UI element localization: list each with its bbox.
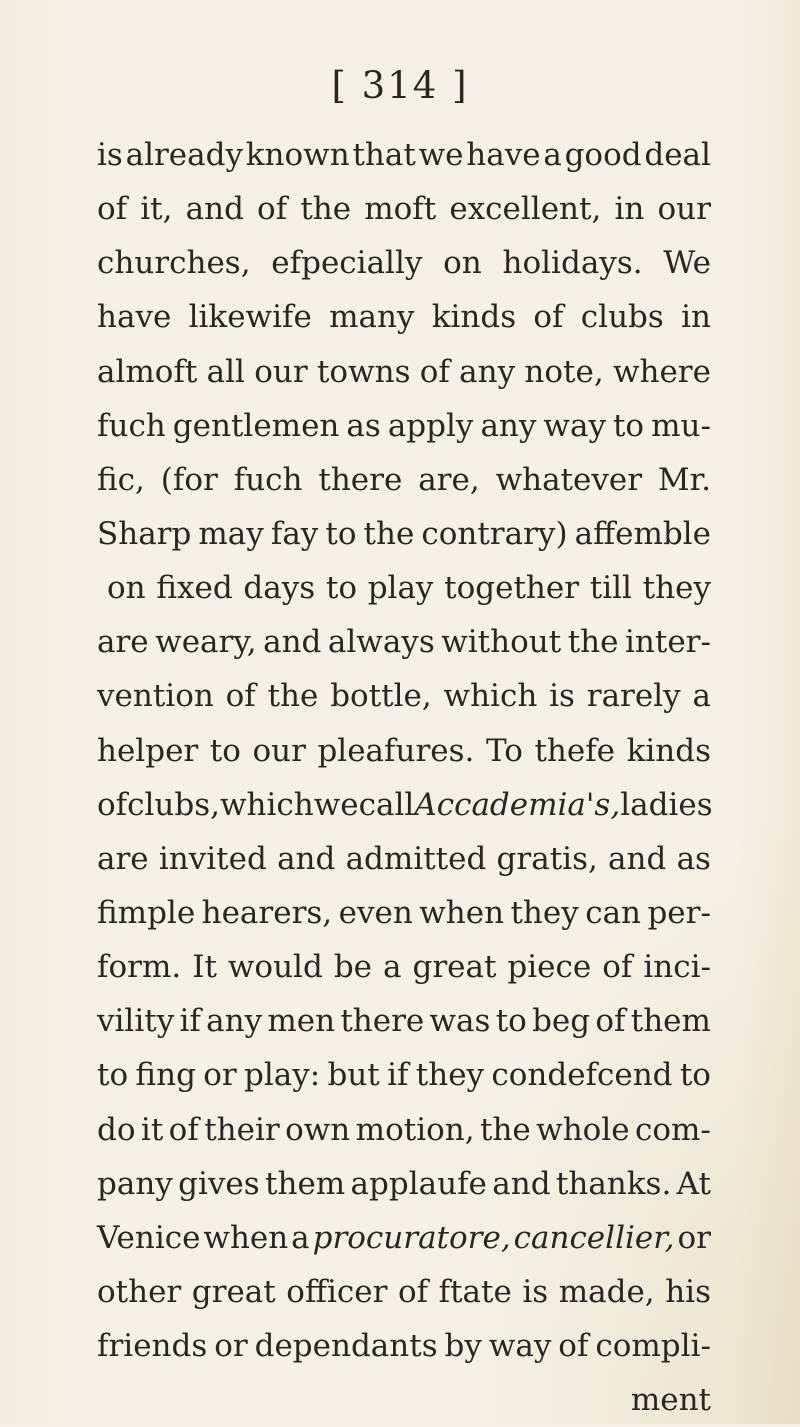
text-line <box>97 236 711 290</box>
text-line <box>97 128 711 182</box>
italic-word: Accademia's, <box>414 786 621 823</box>
word: affemble <box>574 515 711 552</box>
text-line <box>97 182 711 236</box>
text-line <box>97 1211 711 1265</box>
word: by <box>444 1328 482 1365</box>
word: vility <box>97 1003 175 1040</box>
word: in <box>614 191 645 228</box>
word: as <box>676 840 711 877</box>
word: a <box>383 949 402 986</box>
word: to <box>679 1057 711 1094</box>
word: kinds <box>431 299 517 336</box>
word: vention <box>97 678 214 715</box>
word: beg <box>532 1003 591 1040</box>
word: a <box>291 1219 310 1256</box>
word: To <box>485 732 523 769</box>
word: there <box>340 1003 425 1040</box>
word: or <box>677 1219 711 1256</box>
word: inter- <box>624 624 711 661</box>
word: when <box>419 894 505 931</box>
word: motion, <box>355 1111 475 1148</box>
word: on <box>107 570 146 607</box>
italic-word: procuratore, <box>312 1219 511 1256</box>
word: applaufe <box>350 1165 487 1202</box>
word: and <box>492 1165 551 1202</box>
word: and <box>277 840 336 877</box>
word: they <box>642 570 711 607</box>
word: to <box>325 570 357 607</box>
word: are <box>97 624 149 661</box>
word: the <box>479 1111 531 1148</box>
word: a <box>692 678 711 715</box>
word: have <box>466 137 541 173</box>
word: churches, <box>97 245 251 282</box>
word: fuch <box>233 461 303 498</box>
word: kinds <box>626 732 711 769</box>
word: of <box>257 191 288 228</box>
text-line <box>97 724 711 778</box>
word: whole <box>536 1111 630 1148</box>
word: or <box>203 1057 237 1094</box>
text-line <box>97 561 711 615</box>
word: in <box>681 299 711 336</box>
word: Venice <box>97 1219 201 1256</box>
word: clubs <box>580 299 664 336</box>
word: excellent, <box>449 191 602 228</box>
word: days <box>243 570 316 607</box>
text-line <box>97 453 711 507</box>
text-line <box>97 669 711 723</box>
word: it <box>140 1111 164 1148</box>
word: ftate <box>438 1273 512 1310</box>
word: thanks. <box>555 1165 672 1202</box>
text-line <box>97 1157 711 1211</box>
text-line <box>97 1048 711 1102</box>
word: or <box>214 1328 248 1365</box>
word: them <box>630 1003 711 1040</box>
word: gives <box>178 1165 260 1202</box>
text-line <box>97 940 711 994</box>
word: is <box>522 1273 549 1310</box>
italic-word: cancellier, <box>513 1219 675 1256</box>
word: piece <box>507 949 592 986</box>
word: are, <box>418 461 480 498</box>
word: to <box>325 515 357 552</box>
word: which <box>443 678 538 715</box>
word: of <box>168 1111 199 1148</box>
word: we <box>418 137 464 173</box>
word: our <box>657 191 711 228</box>
word: At <box>676 1165 711 1202</box>
word: all <box>206 353 245 390</box>
word: the <box>267 678 319 715</box>
word: fimple <box>97 894 196 931</box>
word: Mr. <box>657 461 711 498</box>
word: their <box>204 1111 280 1148</box>
word: friends <box>97 1328 208 1365</box>
word: till <box>589 570 632 607</box>
word: dependants <box>254 1328 438 1365</box>
word: the <box>567 624 619 661</box>
text-line <box>97 886 711 940</box>
catchword-line <box>97 1373 711 1427</box>
word: and <box>263 624 322 661</box>
word: contrary) <box>421 515 568 552</box>
word: they <box>415 1057 485 1094</box>
word: fuch <box>97 407 166 444</box>
word: but <box>327 1057 380 1094</box>
word: to <box>209 732 241 769</box>
word: fing <box>135 1057 196 1094</box>
word: of <box>419 353 450 390</box>
word: many <box>329 299 415 336</box>
word: gratis, <box>496 840 598 877</box>
word: inci- <box>643 949 711 986</box>
word: on <box>443 245 482 282</box>
word: rarely <box>586 678 681 715</box>
word: of <box>558 1328 589 1365</box>
word: to <box>495 1003 527 1040</box>
word: the <box>363 515 415 552</box>
word: together <box>444 570 580 607</box>
word: holidays. <box>502 245 643 282</box>
catchword: ment <box>630 1382 711 1419</box>
word: officer <box>286 1273 388 1310</box>
word: moft <box>364 191 437 228</box>
word: without <box>441 624 562 661</box>
word: men <box>267 1003 336 1040</box>
word: pany <box>97 1165 173 1202</box>
word: condefcend <box>491 1057 673 1094</box>
text-line <box>97 345 711 399</box>
word: fic, <box>97 461 145 498</box>
text-line <box>97 290 711 344</box>
word: already <box>125 137 243 173</box>
word: play <box>367 570 434 607</box>
word: of <box>602 949 633 986</box>
word: when <box>203 1219 289 1256</box>
word: call <box>358 786 415 823</box>
word: fixed <box>156 570 233 607</box>
word: there <box>318 461 403 498</box>
text-line <box>97 399 711 453</box>
word: can <box>585 894 642 931</box>
word: do <box>97 1111 136 1148</box>
word: pleafures. <box>317 732 475 769</box>
word: his <box>665 1273 711 1310</box>
word: deal <box>644 137 711 173</box>
word: if <box>387 1057 409 1094</box>
word: efpecially <box>271 245 423 282</box>
word: made, <box>558 1273 655 1310</box>
word: great <box>412 949 497 986</box>
word: com- <box>634 1111 711 1148</box>
word: thefe <box>534 732 616 769</box>
word: other <box>97 1273 182 1310</box>
word: apply <box>387 407 474 444</box>
word: was <box>429 1003 491 1040</box>
word: where <box>612 353 711 390</box>
word: We <box>663 245 711 282</box>
word: bottle, <box>330 678 432 715</box>
text-line <box>97 615 711 669</box>
word: weary, <box>155 624 257 661</box>
word: and <box>608 840 667 877</box>
word: of <box>595 1003 626 1040</box>
word: play: <box>244 1057 321 1094</box>
word: form. <box>97 949 182 986</box>
word: are <box>97 840 149 877</box>
word: note, <box>524 353 604 390</box>
word: any <box>459 353 516 390</box>
text-line <box>97 994 711 1048</box>
word: the <box>300 191 352 228</box>
word: almoft <box>97 353 198 390</box>
word: it, <box>140 191 173 228</box>
word: of <box>533 299 564 336</box>
word: Sharp <box>97 515 192 552</box>
word: ladies <box>620 786 713 823</box>
text-line <box>97 1319 711 1373</box>
word: compli- <box>595 1328 711 1365</box>
word: own <box>285 1111 351 1148</box>
word: It <box>192 949 217 986</box>
word: hearers, <box>201 894 333 931</box>
word: a <box>543 137 562 173</box>
word: good <box>564 137 642 173</box>
word: whatever <box>495 461 643 498</box>
word: which <box>220 786 314 823</box>
word: of <box>97 786 128 823</box>
word: likewife <box>188 299 312 336</box>
text-line <box>97 1103 711 1157</box>
word: our <box>252 732 306 769</box>
word: mu- <box>651 407 711 444</box>
word: of <box>97 191 128 228</box>
word: even <box>338 894 413 931</box>
word: admitted <box>345 840 487 877</box>
word: be <box>333 949 373 986</box>
word: have <box>97 299 172 336</box>
word: to <box>97 1057 129 1094</box>
word: as <box>346 407 381 444</box>
word: our <box>254 353 308 390</box>
word: and <box>185 191 244 228</box>
word: them <box>265 1165 346 1202</box>
word: way <box>543 407 606 444</box>
word: clubs, <box>127 786 220 823</box>
body-text <box>97 128 711 1427</box>
word: gentlemen <box>172 407 340 444</box>
word: they <box>510 894 579 931</box>
word: of <box>397 1273 429 1310</box>
text-line <box>97 507 711 561</box>
word: is <box>97 137 123 173</box>
word: invited <box>158 840 267 877</box>
word: that <box>352 137 416 173</box>
text-line <box>97 778 711 832</box>
word: always <box>327 624 435 661</box>
word: we <box>313 786 359 823</box>
word: way <box>488 1328 552 1365</box>
word: would <box>227 949 323 986</box>
word: may <box>198 515 264 552</box>
word: (for <box>160 461 218 498</box>
word: great <box>191 1273 276 1310</box>
word: any <box>206 1003 263 1040</box>
word: fay <box>270 515 319 552</box>
word: if <box>179 1003 201 1040</box>
page-number: [ 314 ] <box>331 64 469 107</box>
word: to <box>612 407 645 444</box>
word: known <box>245 137 350 173</box>
word: per- <box>647 894 711 931</box>
word: towns <box>316 353 411 390</box>
text-line <box>97 1265 711 1319</box>
word: of <box>225 678 256 715</box>
word: is <box>549 678 575 715</box>
text-line <box>97 832 711 886</box>
word: helper <box>97 732 199 769</box>
word: any <box>480 407 537 444</box>
